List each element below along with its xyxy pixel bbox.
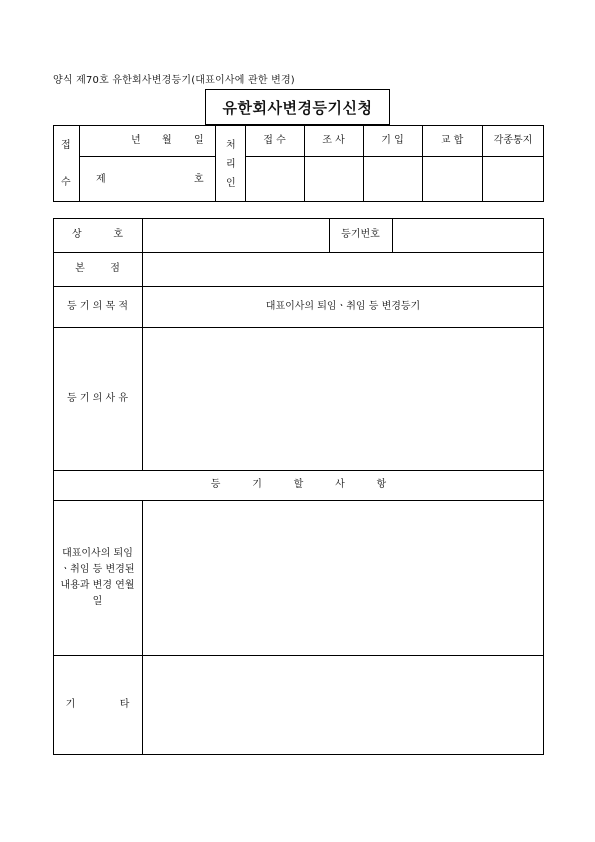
change-details-label: 대표이사의 퇴임 ㆍ취임 등 변경된 내용과 변경 연월 일 xyxy=(60,547,135,607)
processor-char-3: 인 xyxy=(226,178,236,189)
head-office-field[interactable] xyxy=(143,253,543,286)
receipt-day-label: 일 xyxy=(194,135,204,146)
company-name-field[interactable] xyxy=(143,219,329,252)
receipt-number-prefix: 제 xyxy=(96,174,106,185)
other-field[interactable] xyxy=(143,656,543,754)
col-giip: 기 입 xyxy=(381,134,404,146)
col-gyohap: 교 합 xyxy=(440,134,464,146)
col-notifications: 각종통지 xyxy=(493,134,533,146)
registration-number-field[interactable] xyxy=(393,219,543,252)
processor-char-1: 처 xyxy=(226,140,236,151)
change-details-field[interactable] xyxy=(143,501,543,655)
processor-char-2: 리 xyxy=(226,159,236,170)
registration-number-label: 등기번호 xyxy=(341,229,380,240)
receipt-month-label: 월 xyxy=(162,135,172,146)
other-label: 기 타 xyxy=(65,699,130,710)
receipt-su-label: 수 xyxy=(61,177,71,188)
receipt-year-label: 년 xyxy=(131,135,141,146)
col-jeopsu: 접 수 xyxy=(263,134,286,146)
receipt-number-suffix: 호 xyxy=(194,174,204,185)
receipt-jeop-label: 접 xyxy=(61,140,71,151)
form-number-label: 양식 제70호 유한회사변경등기(대표이사에 관한 변경) xyxy=(53,75,295,86)
registration-purpose-label: 등 기 의 목 적 xyxy=(66,300,128,312)
registration-items-header: 등 기 할 사 항 xyxy=(210,479,387,490)
page-title: 유한회사변경등기신청 xyxy=(205,89,390,125)
registration-purpose-value: 대표이사의 퇴임ㆍ취임 등 변경등기 xyxy=(265,300,421,312)
company-name-label: 상 호 xyxy=(71,229,124,240)
head-office-label: 본 점 xyxy=(75,263,120,274)
col-josa: 조 사 xyxy=(322,134,345,146)
registration-reason-label: 등 기 의 사 유 xyxy=(66,392,128,404)
registration-reason-field[interactable] xyxy=(143,328,543,470)
